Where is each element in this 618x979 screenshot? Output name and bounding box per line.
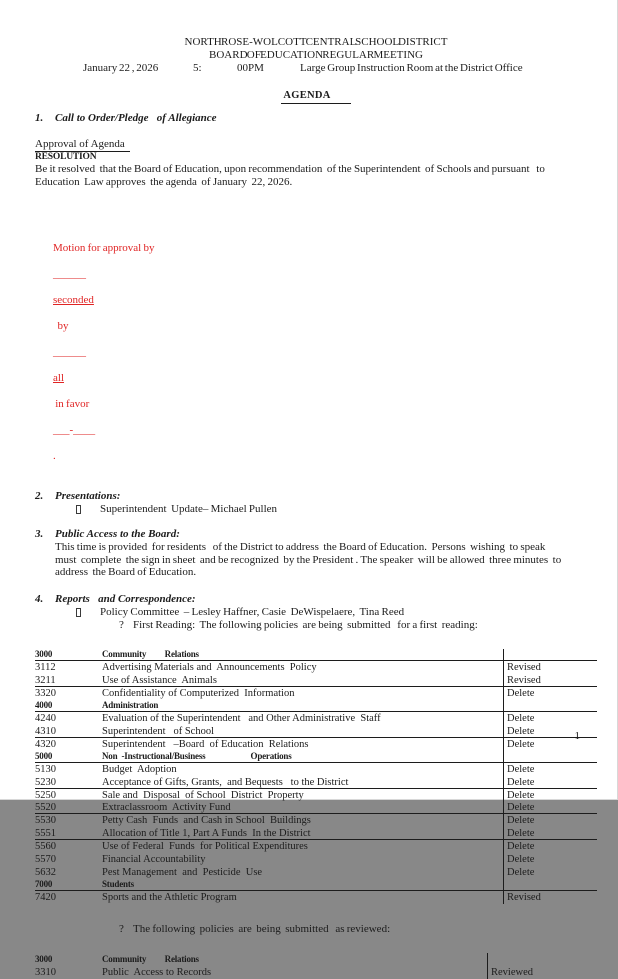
policy-status: Delete	[507, 815, 535, 827]
agenda-item-1	[35, 112, 597, 125]
policy-table-row	[35, 879, 597, 892]
policy-number: 4000	[35, 700, 53, 711]
motion-line	[35, 203, 597, 476]
policy-status: Delete	[507, 725, 535, 737]
meeting-time-hour: 5:	[193, 62, 202, 74]
policy-number: 5000	[35, 751, 53, 762]
policy-number: 5250	[35, 789, 56, 801]
policy-number: 5230	[35, 776, 56, 788]
policy-title: Use of Assistance Animals	[102, 674, 217, 686]
policy-table-row	[35, 738, 597, 751]
policy-title: Use of Federal Funds for Political Expenditures	[102, 840, 308, 852]
policy-table-row	[35, 840, 597, 853]
policy-table-row	[35, 966, 597, 979]
policy-number: 4320	[35, 738, 56, 750]
policy-title: Sports and the Athletic Program	[102, 892, 237, 904]
policy-table-row	[35, 776, 597, 789]
presentations-bullet	[35, 503, 597, 516]
item-title: Call to Order/Pledge of Allegiance	[55, 112, 217, 124]
policy-table-row	[35, 712, 597, 725]
status-column-divider	[487, 953, 488, 979]
first-reading-policy-table	[35, 649, 597, 905]
policy-title: Superintendent of School	[102, 725, 214, 737]
motion-segment: ___-____	[53, 424, 96, 437]
policy-status: Reviewed	[491, 967, 533, 979]
resolution-text: Be it resolved that the Board of Education, upon recommendation of the Superintendent of Schools and pursuant to Education Law approves the agenda of January 22, 2026.	[35, 163, 548, 188]
policy-number: 4240	[35, 713, 56, 725]
policy-number: 5570	[35, 853, 56, 865]
question-mark-bullet-icon: ?	[119, 618, 124, 631]
item-number: 1.	[35, 112, 44, 124]
page-number: 1	[574, 730, 580, 742]
policy-status: Delete	[507, 802, 535, 814]
approval-of-agenda-block	[35, 138, 597, 151]
meeting-time-minutes: 00PM	[237, 62, 264, 74]
policy-title: Community Relations	[102, 954, 199, 965]
policy-status: Delete	[507, 840, 535, 852]
policy-number: 5530	[35, 815, 56, 827]
missing-glyph-bullet-icon	[76, 608, 81, 617]
reviewed-subbullet	[35, 923, 597, 936]
policy-status: Revised	[507, 674, 541, 686]
policy-status: Delete	[507, 866, 535, 878]
meeting-info-row	[35, 62, 597, 75]
status-column-divider	[503, 649, 504, 905]
meeting-location: Large Group Instruction Room at the District Office	[300, 62, 523, 74]
policy-title: Public Access to Records	[102, 967, 212, 979]
policy-number: 3320	[35, 687, 56, 699]
item-number: 2.	[35, 490, 44, 503]
policy-title: Petty Cash Funds and Cash in School Buildings	[102, 815, 311, 827]
resolution-label: RESOLUTION	[35, 152, 97, 162]
agenda-heading: AGENDA	[281, 89, 350, 104]
motion-segment: ______	[53, 268, 86, 281]
document-title	[35, 36, 597, 62]
policy-table-row	[35, 725, 597, 738]
policy-table-row	[35, 827, 597, 840]
policy-number: 5130	[35, 764, 56, 776]
policy-table-row	[35, 789, 597, 802]
policy-table-row	[35, 814, 597, 827]
policy-status: Delete	[507, 687, 535, 699]
policy-title: Evaluation of the Superintendent and Other Administrative Staff	[102, 713, 381, 725]
district-name: NORTH ROSE-WOLCOTT CENTRAL SCHOOL DISTRICT	[184, 36, 448, 48]
policy-table-row	[35, 687, 597, 700]
policy-status: Revised	[507, 662, 541, 674]
policy-title: Extraclassroom Activity Fund	[102, 802, 231, 814]
policy-status: Delete	[507, 853, 535, 865]
policy-number: 5551	[35, 827, 56, 839]
policy-status: Delete	[507, 776, 535, 788]
policy-status: Revised	[507, 892, 541, 904]
policy-table-row	[35, 674, 597, 687]
policy-number: 3000	[35, 649, 53, 660]
approval-heading: Approval of Agenda	[35, 138, 130, 152]
policy-table-row	[35, 649, 597, 662]
policy-title: Budget Adoption	[102, 764, 177, 776]
first-reading-subbullet	[35, 619, 597, 632]
reviewed-policy-table	[35, 953, 597, 979]
meeting-name: BOARD OF EDUCATION REGULAR MEETING	[209, 49, 423, 61]
item-number: 4.	[35, 592, 44, 605]
page-content	[35, 0, 597, 979]
policy-table-row	[35, 763, 597, 776]
policy-title: Students	[102, 879, 134, 890]
motion-segment: Motion for approval by	[53, 242, 157, 255]
policy-title: Sale and Disposal of School District Property	[102, 789, 304, 801]
bullet-text: Superintendent Update– Michael Pullen	[100, 503, 278, 516]
policy-title: Allocation of Title 1, Part A Funds In the District	[102, 827, 311, 839]
agenda-heading-wrap	[35, 89, 597, 102]
policy-title: Confidentiality of Computerized Information	[102, 687, 295, 699]
policy-title: Pest Management and Pesticide Use	[102, 866, 263, 878]
item-title: Reports and Correspondence:	[55, 592, 196, 605]
policy-table-row	[35, 891, 597, 904]
policy-number: 3112	[35, 662, 56, 674]
policy-table-row	[35, 866, 597, 879]
policy-status: Delete	[507, 738, 535, 750]
policy-number: 7000	[35, 879, 53, 890]
policy-table-row	[35, 802, 597, 815]
motion-segment: .	[53, 450, 56, 463]
policy-committee-bullet	[35, 606, 597, 619]
motion-segment: in favor	[53, 398, 90, 411]
policy-number: 4310	[35, 725, 56, 737]
policy-number: 5520	[35, 802, 56, 814]
subbullet-text: The following policies are being submitted as reviewed:	[133, 923, 391, 936]
agenda-item-4	[35, 593, 597, 606]
question-mark-bullet-icon: ?	[119, 923, 124, 936]
policy-status: Delete	[507, 789, 535, 801]
policy-status: Delete	[507, 827, 535, 839]
policy-table-row	[35, 661, 597, 674]
policy-table-row	[35, 751, 597, 764]
motion-segment: all	[53, 372, 64, 385]
motion-segment: ______	[53, 346, 86, 359]
policy-title: Superintendent –Board of Education Relations	[102, 738, 309, 750]
item-number: 3.	[35, 528, 44, 541]
policy-number: 5632	[35, 866, 56, 878]
item-title: Public Access to the Board:	[55, 528, 180, 541]
policy-title: Community Relations	[102, 649, 199, 660]
meeting-date: January 22 , 2026	[83, 62, 159, 74]
agenda-item-2	[35, 490, 597, 503]
item-title: Presentations:	[55, 490, 121, 503]
policy-title: Non -Instructional/Business Operations	[102, 751, 292, 762]
policy-table-row	[35, 853, 597, 866]
policy-number: 3211	[35, 674, 56, 686]
motion-segment: seconded	[53, 294, 94, 307]
policy-table-row	[35, 700, 597, 713]
policy-status: Delete	[507, 713, 535, 725]
policy-title: Acceptance of Gifts, Grants, and Bequests to the District	[102, 776, 349, 788]
policy-number: 7420	[35, 892, 56, 904]
agenda-item-3	[35, 528, 597, 541]
subbullet-text: First Reading: The following policies are being submitted for a first reading:	[133, 618, 478, 631]
policy-number: 3310	[35, 967, 56, 979]
policy-title: Financial Accountability	[102, 853, 206, 865]
policy-number: 5560	[35, 840, 56, 852]
missing-glyph-bullet-icon	[76, 505, 81, 514]
policy-number: 3000	[35, 954, 53, 965]
policy-status: Delete	[507, 764, 535, 776]
policy-title: Advertising Materials and Announcements Policy	[102, 662, 317, 674]
public-access-text: This time is provided for residents of the District to address the Board of Education. Persons wishing to speak must complete the sign in sheet and be recognized by the President . The speaker will be allowed three minutes to address the Board of Education.	[55, 541, 564, 579]
bullet-text: Policy Committee – Lesley Haffner, Casie DeWispelaere, Tina Reed	[100, 605, 405, 618]
policy-table-row	[35, 953, 597, 966]
policy-title: Administration	[102, 700, 159, 711]
motion-segment: by	[53, 320, 71, 333]
